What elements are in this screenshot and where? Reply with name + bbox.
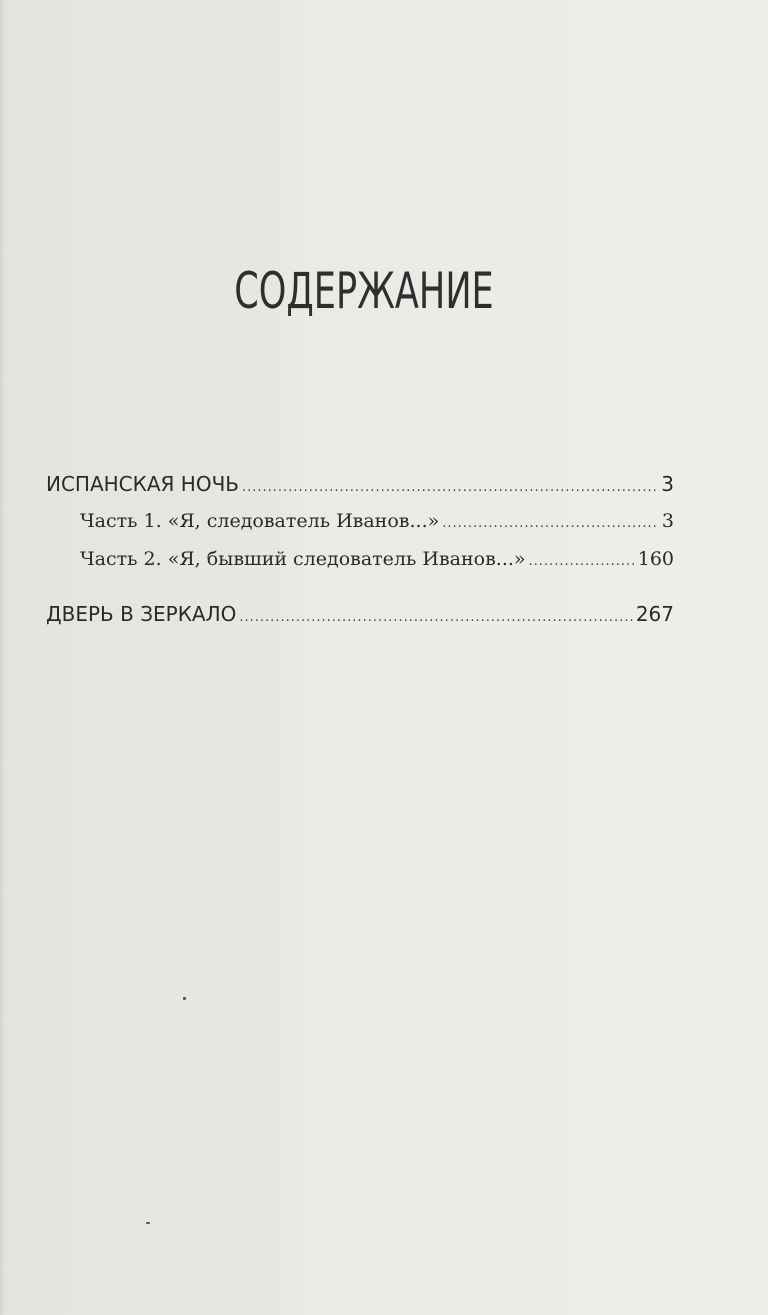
table-of-contents [46,466,674,632]
toc-entry-label: Часть 2. «Я, бывший следователь Иванов...» [80,548,526,570]
toc-entry-page: 3 [661,510,674,532]
page-title: СОДЕРЖАНИЕ [234,262,494,320]
toc-leader-dots [239,600,632,636]
toc-leader-dots [242,470,658,506]
toc-leader-dots [529,543,635,581]
paper-speck [146,1222,150,1224]
toc-entry-page: 3 [661,472,674,496]
toc-entry-page: 160 [637,548,674,570]
toc-leader-dots [442,505,659,543]
paper-speck [183,997,186,1000]
toc-entry-label: ИСПАНСКАЯ НОЧЬ [46,472,239,496]
toc-entry-part-1 [46,502,674,540]
toc-entry-part-2 [46,540,674,578]
toc-entry-page: 267 [635,602,674,626]
toc-entry-door-to-mirror [46,596,674,632]
toc-entry-label: ДВЕРЬ В ЗЕРКАЛО [46,602,237,626]
toc-entry-spanish-night [46,466,674,502]
toc-entry-label: Часть 1. «Я, следователь Иванов...» [80,510,440,532]
